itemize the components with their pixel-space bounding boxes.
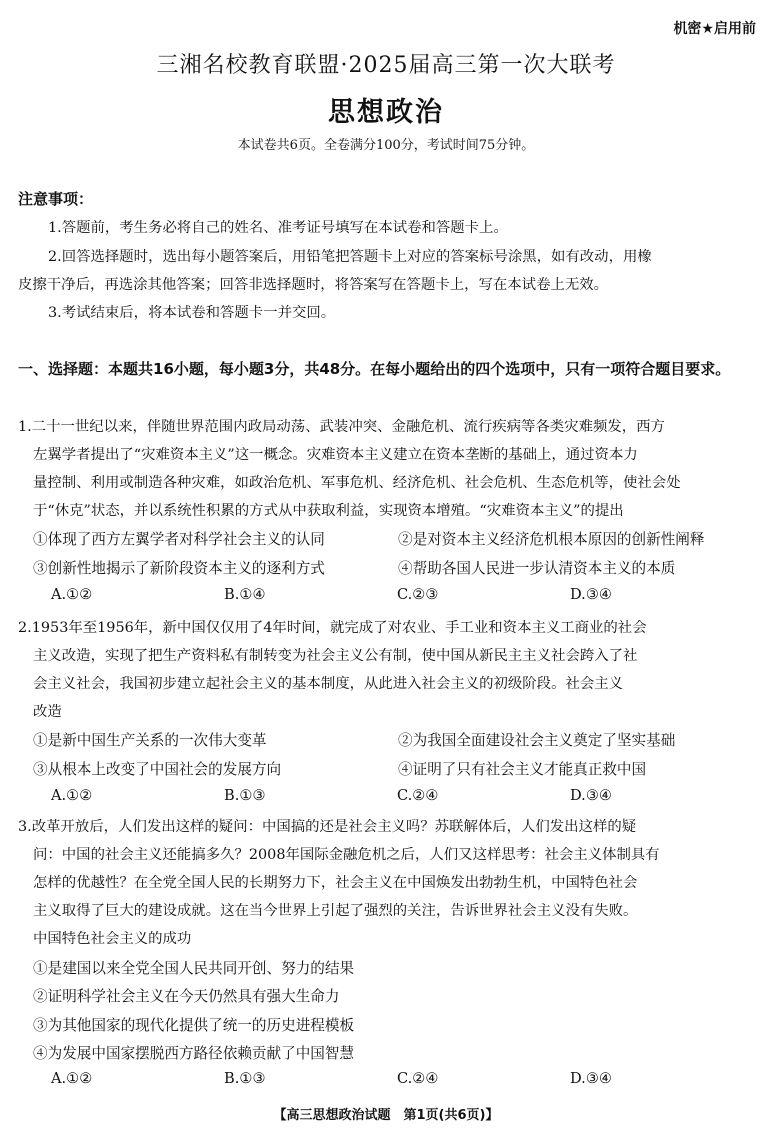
notice-line: 2.回答选择题时，选出每小题答案后，用铅笔把答题卡上对应的答案标号涂黑，如有改动，用橡	[48, 249, 652, 265]
question-1-stem: 量控制、利用或制造各种灾难，如政治危机、军事危机、经济危机、社会危机、生态危机等，使社会处	[33, 475, 681, 491]
question-2-option: ①是新中国生产关系的一次伟大变革	[33, 732, 267, 749]
question-2-answer-d[interactable]: D.③④	[570, 787, 612, 804]
notice-line: 1.答题前，考生务必将自己的姓名、准考证号填写在本试卷和答题卡上。	[48, 220, 508, 236]
question-3-answer-c[interactable]: C.②④	[397, 1070, 439, 1087]
question-2-stem: 主义改造，实现了把生产资料私有制转变为社会主义公有制，使中国从新民主主义社会跨入了社	[33, 648, 638, 664]
question-3-option: ②证明科学社会主义在今天仍然具有强大生命力	[33, 988, 340, 1005]
question-3-stem: 3.改革开放后，人们发出这样的疑问：中国搞的还是社会主义吗？苏联解体后，人们发出这样的疑	[18, 819, 637, 835]
question-3-stem: 怎样的优越性？在全党全国人民的长期努力下，社会主义在中国焕发出勃勃生机，中国特色社会	[33, 875, 638, 891]
question-1-option: ④帮助各国人民进一步认清资本主义的本质	[398, 560, 676, 577]
question-3-stem: 主义取得了巨大的建设成就。这在当今世界上引起了强烈的关注，告诉世界社会主义没有失败。	[33, 903, 638, 919]
subject-title: 思想政治	[328, 97, 444, 128]
question-2-option: ④证明了只有社会主义才能真正救中国	[398, 761, 647, 778]
question-3-stem: 问：中国的社会主义还能搞多久？2008年国际金融危机之后，人们又这样思考：社会主义体制具有	[33, 847, 660, 863]
notice-line: 3.考试结束后，将本试卷和答题卡一并交回。	[48, 305, 336, 321]
question-1-answer-d[interactable]: D.③④	[570, 586, 612, 603]
exam-title: 三湘名校教育联盟·2025届高三第一次大联考	[156, 53, 616, 78]
question-2-stem: 改造	[33, 704, 62, 720]
notice-line: 皮擦干净后，再选涂其他答案；回答非选择题时，将答案写在答题卡上，写在本试卷上无效。	[18, 277, 609, 293]
question-1-stem: 1.二十一世纪以来，伴随世界范围内政局动荡、武装冲突、金融危机、流行疾病等各类灾难频发，西方	[18, 419, 665, 435]
question-3-option: ④为发展中国家摆脱西方路径依赖贡献了中国智慧	[33, 1045, 355, 1062]
page-footer: 【高三思想政治试题 第1页(共6页)】	[273, 1108, 499, 1123]
question-1-stem: 左翼学者提出了“灾难资本主义”这一概念。灾难资本主义建立在资本垄断的基础上，通过资本力	[33, 447, 638, 463]
exam-info: 本试卷共6页。全卷满分100分，考试时间75分钟。	[237, 138, 535, 153]
question-2-option: ③从根本上改变了中国社会的发展方向	[33, 761, 282, 778]
question-1-option: ③创新性地揭示了新阶段资本主义的逐利方式	[33, 560, 325, 577]
question-2-answer-a[interactable]: A.①②	[51, 787, 93, 804]
question-2-answer-b[interactable]: B.①③	[224, 787, 266, 804]
notice-heading: 注意事项：	[18, 190, 94, 208]
question-3-answer-b[interactable]: B.①③	[224, 1070, 266, 1087]
question-3-answer-a[interactable]: A.①②	[51, 1070, 93, 1087]
question-1-answer-c[interactable]: C.②③	[397, 586, 439, 603]
question-3-option: ③为其他国家的现代化提供了统一的历史进程模板	[33, 1017, 355, 1034]
question-1-stem: 于“休克”状态，并以系统性积累的方式从中获取利益，实现资本增殖。“灾难资本主义”的提出	[33, 503, 624, 519]
question-3-option: ①是建国以来全党全国人民共同开创、努力的结果	[33, 960, 355, 977]
question-2-stem: 会主义社会，我国初步建立起社会主义的基本制度，从此进入社会主义的初级阶段。社会主义	[33, 676, 624, 692]
question-1-option: ②是对资本主义经济危机根本原因的创新性阐释	[398, 531, 705, 548]
question-1-option: ①体现了西方左翼学者对科学社会主义的认同	[33, 531, 325, 548]
question-1-answer-b[interactable]: B.①④	[224, 586, 266, 603]
question-2-stem: 2.1953年至1956年，新中国仅仅用了4年时间，就完成了对农业、手工业和资本主义工商业的社会	[18, 620, 647, 636]
confidential-label: 机密★启用前	[673, 21, 756, 37]
question-3-answer-d[interactable]: D.③④	[570, 1070, 612, 1087]
section-heading: 一、选择题：本题共16小题，每小题3分，共48分。在每小题给出的四个选项中，只有一项符合题目要求。	[18, 360, 731, 378]
question-2-answer-c[interactable]: C.②④	[397, 787, 439, 804]
question-3-stem: 中国特色社会主义的成功	[33, 931, 192, 947]
question-2-option: ②为我国全面建设社会主义奠定了坚实基础	[398, 732, 676, 749]
question-1-answer-a[interactable]: A.①②	[51, 586, 93, 603]
